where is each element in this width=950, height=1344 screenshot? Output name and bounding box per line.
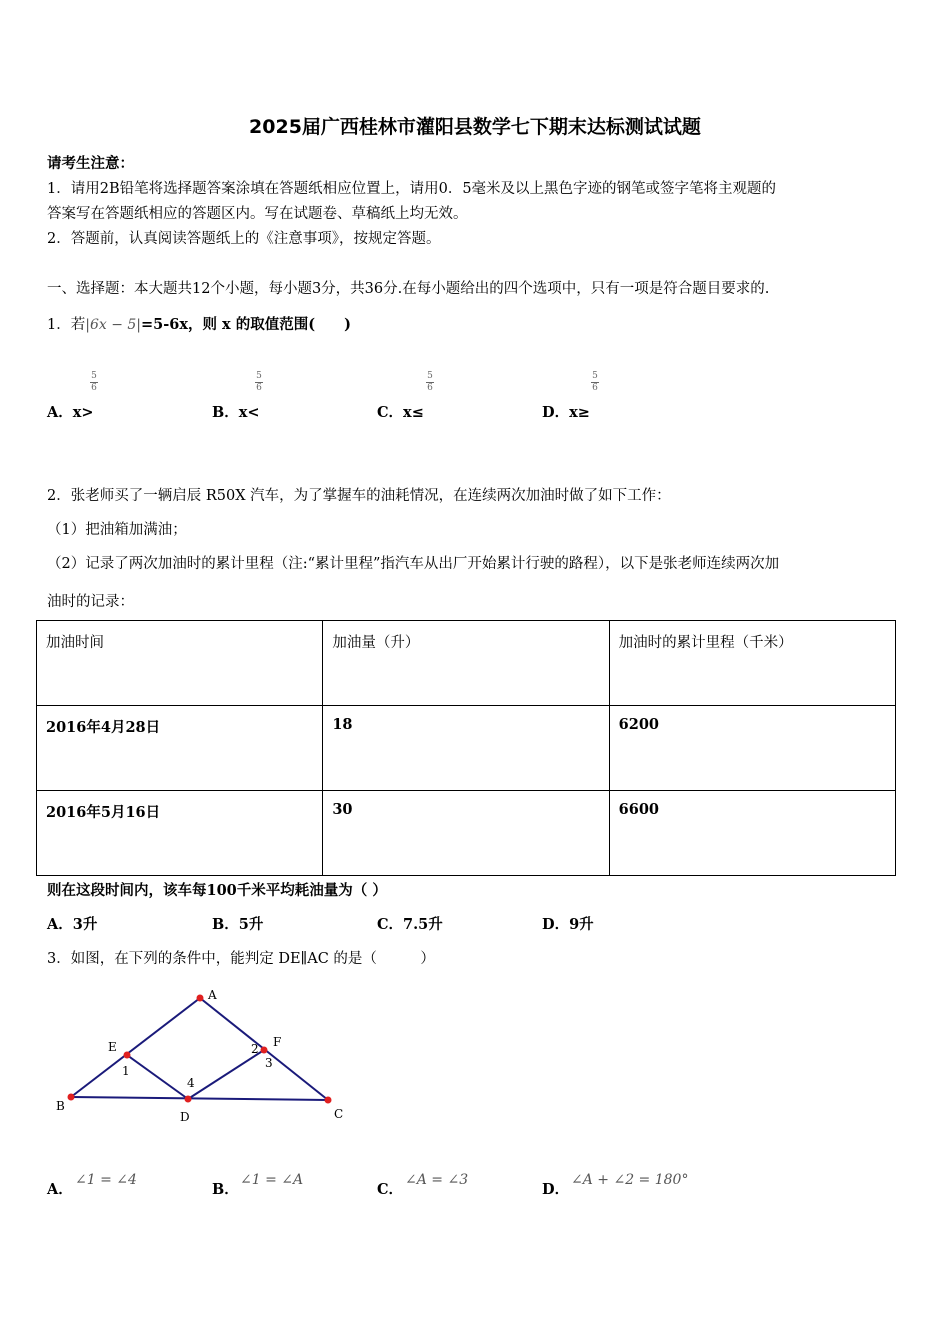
q1-option-d-fraction — [591, 371, 599, 394]
refuel-record-table — [36, 620, 896, 876]
angle-label-4: 4 — [187, 1076, 195, 1090]
q2-option-c[interactable] — [377, 913, 443, 934]
q2-step-2a: （2）记录了两次加油时的累计里程（注:“累计里程”指汽车从出厂开始累计行驶的路程），以下是张老师连续两次加 — [47, 556, 780, 572]
label-e: E — [108, 1040, 117, 1054]
q1-option-b-text: x< — [238, 404, 260, 421]
q1-option-d-text: x≥ — [569, 404, 590, 421]
q1-option-b-label: B． — [212, 404, 239, 421]
point-f — [261, 1047, 268, 1054]
point-b — [68, 1094, 75, 1101]
q3-stem — [47, 947, 435, 968]
segment-bc — [71, 1097, 328, 1100]
label-f: F — [273, 1035, 282, 1049]
segment-ba — [71, 998, 200, 1097]
q1-pre: 若 — [70, 317, 86, 333]
q1-option-a-fraction — [90, 371, 98, 394]
section-1-heading: 一、选择题：本大题共12个小题，每小题3分，共36分.在每小题给出的四个选项中，只有一项是符合题目要求的. — [47, 281, 770, 297]
segment-df — [188, 1050, 264, 1099]
fraction-numerator: 5 — [256, 371, 262, 381]
table-cell: 6200 — [609, 706, 895, 791]
q2-stem — [47, 484, 671, 505]
q2-option-a-label: A． — [47, 916, 73, 933]
q2-option-d-text: 9升 — [569, 916, 594, 933]
notice-heading: 请考生注意： — [47, 155, 134, 172]
q3-option-c-formula: ∠A = ∠3 — [405, 1172, 469, 1188]
label-b: B — [56, 1099, 65, 1113]
point-e — [124, 1052, 131, 1059]
q1-option-d-label: D． — [542, 404, 570, 421]
q1-option-c-text: x≤ — [403, 404, 424, 421]
table-header-row — [37, 621, 896, 706]
page-title: 2025届广西桂林市灌阳县数学七下期末达标测试试题 — [249, 116, 701, 138]
table-header-cell: 加油时的累计里程（千米） — [609, 621, 895, 706]
fraction-numerator: 5 — [592, 371, 598, 381]
q3-option-a-label: A． — [47, 1181, 73, 1198]
q2-option-c-label: C． — [377, 916, 404, 933]
q3-option-d[interactable] — [542, 1178, 569, 1199]
notice-line-2: 2．答题前，认真阅读答题纸上的《注意事项》，按规定答题。 — [47, 231, 441, 247]
q2-option-c-text: 7.5升 — [403, 916, 443, 933]
q3-number: 3． — [47, 951, 71, 967]
angle-label-2: 2 — [251, 1042, 259, 1056]
q2-step-2b: 油时的记录： — [47, 594, 134, 610]
table-header-cell: 加油时间 — [37, 621, 323, 706]
segment-ed — [127, 1055, 188, 1099]
table-row — [37, 706, 896, 791]
q2-option-b-text: 5升 — [238, 916, 264, 933]
q1-post: =5-6x，则 x 的取值范围( ) — [141, 316, 351, 333]
angle-label-1: 1 — [122, 1064, 130, 1078]
q3-option-a-formula: ∠1 = ∠4 — [75, 1172, 137, 1188]
fraction-numerator: 5 — [91, 371, 97, 381]
angle-label-3: 3 — [265, 1056, 273, 1070]
q3-option-d-formula: ∠A + ∠2 = 180° — [571, 1172, 689, 1188]
fraction-denominator: 6 — [91, 383, 97, 393]
q3-stem-text: 如图，在下列的条件中，能判定 DE∥AC 的是（ ） — [70, 951, 435, 967]
table-cell: 2016年4月28日 — [37, 706, 323, 791]
q1-option-c-fraction — [426, 371, 434, 394]
q1-stem — [47, 313, 351, 334]
fraction-numerator: 5 — [427, 371, 433, 381]
table-header-cell: 加油量（升） — [323, 621, 609, 706]
q2-question: 则在这段时间内，该车每100千米平均耗油量为（ ） — [47, 882, 387, 899]
notice-line-1a: 1．请用2B铅笔将选择题答案涂填在答题纸相应位置上，请用0．5毫米及以上黑色字迹的钢笔或签字笔将主观题的 — [47, 181, 777, 197]
q3-option-d-label: D． — [542, 1181, 570, 1198]
q1-option-a-label: A． — [47, 404, 73, 421]
point-c — [325, 1097, 332, 1104]
q3-option-b-label: B． — [212, 1181, 239, 1198]
q3-option-c-label: C． — [377, 1181, 404, 1198]
fraction-denominator: 6 — [592, 383, 598, 393]
q2-option-b-label: B． — [212, 916, 239, 933]
point-a — [197, 995, 204, 1002]
q1-option-b-fraction — [255, 371, 263, 394]
q1-option-a-text: x> — [72, 404, 94, 421]
q1-option-b[interactable] — [212, 401, 260, 422]
q2-option-a[interactable] — [47, 913, 97, 934]
table-cell: 2016年5月16日 — [37, 791, 323, 876]
fraction-denominator: 6 — [256, 383, 262, 393]
q1-option-c-label: C． — [377, 404, 404, 421]
q2-option-d[interactable] — [542, 913, 594, 934]
label-d: D — [180, 1110, 190, 1124]
q1-number: 1． — [47, 317, 71, 333]
table-cell: 6600 — [609, 791, 895, 876]
q2-option-d-label: D． — [542, 916, 570, 933]
q2-option-a-text: 3升 — [72, 916, 98, 933]
q2-stem-text: 张老师买了一辆启辰 R50X 汽车，为了掌握车的油耗情况，在连续两次加油时做了如下工作： — [70, 488, 671, 504]
q2-number: 2． — [47, 488, 71, 504]
notice-line-1b: 答案写在答题纸相应的答题区内。写在试题卷、草稿纸上均无效。 — [47, 206, 468, 222]
q2-step-1: （1）把油箱加满油； — [47, 522, 187, 538]
q3-option-c[interactable] — [377, 1178, 403, 1199]
q3-option-b[interactable] — [212, 1178, 239, 1199]
q3-option-a[interactable] — [47, 1178, 73, 1199]
fraction-denominator: 6 — [427, 383, 433, 393]
point-d — [185, 1096, 192, 1103]
q1-option-c[interactable] — [377, 401, 424, 422]
q3-triangle-figure — [40, 985, 370, 1130]
label-a: A — [208, 988, 217, 1002]
label-c: C — [334, 1107, 344, 1121]
q1-option-d[interactable] — [542, 401, 590, 422]
table-cell: 18 — [323, 706, 609, 791]
q1-option-a[interactable] — [47, 401, 94, 422]
q1-expression: |6x − 5| — [85, 317, 142, 333]
q3-option-b-formula: ∠1 = ∠A — [240, 1172, 304, 1188]
q2-option-b[interactable] — [212, 913, 263, 934]
table-row — [37, 791, 896, 876]
table-cell: 30 — [323, 791, 609, 876]
